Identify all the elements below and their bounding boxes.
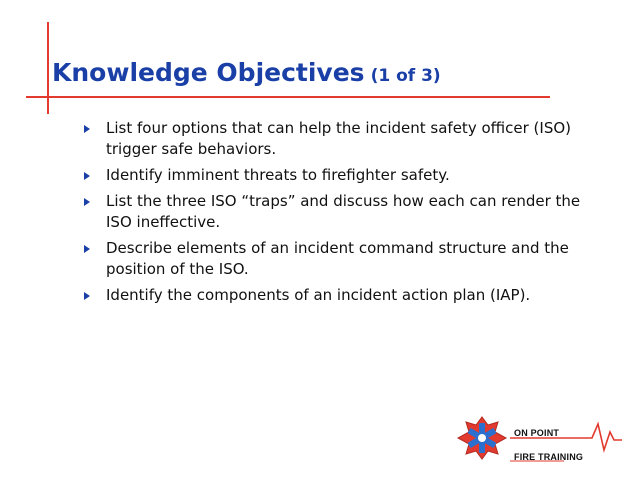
objective-text: Identify the components of an incident action plan (IAP). [106,286,531,304]
objective-item [84,285,584,306]
on-point-fire-training-logo [454,414,624,472]
objective-item [84,165,584,186]
objective-item [84,191,584,233]
bullet-arrow-icon [84,245,90,253]
slide-title [52,58,441,91]
logo-line-2: FIRE TRAINING [514,452,584,462]
objective-text: List the three ISO “traps” and discuss how each can render the ISO ineffective. [106,192,581,231]
maltese-cross-star-of-life-icon [454,414,624,472]
objective-text: Identify imminent threats to firefighter safety. [106,166,450,184]
objectives-list [84,118,584,311]
slide-title-text: Knowledge Objectives [52,58,365,87]
bullet-arrow-icon [84,125,90,133]
bullet-arrow-icon [84,198,90,206]
logo-line-1: ON POINT [514,428,560,438]
objective-item [84,238,584,280]
objective-item [84,118,584,160]
slide-title-suffix: (1 of 3) [370,66,441,86]
objective-text: Describe elements of an incident command structure and the position of the ISO. [106,239,569,278]
title-accent-vertical-line [47,22,49,114]
bullet-arrow-icon [84,172,90,180]
objective-text: List four options that can help the incident safety officer (ISO) trigger safe behaviors. [106,119,572,158]
title-accent-horizontal-line [26,96,550,98]
bullet-arrow-icon [84,292,90,300]
